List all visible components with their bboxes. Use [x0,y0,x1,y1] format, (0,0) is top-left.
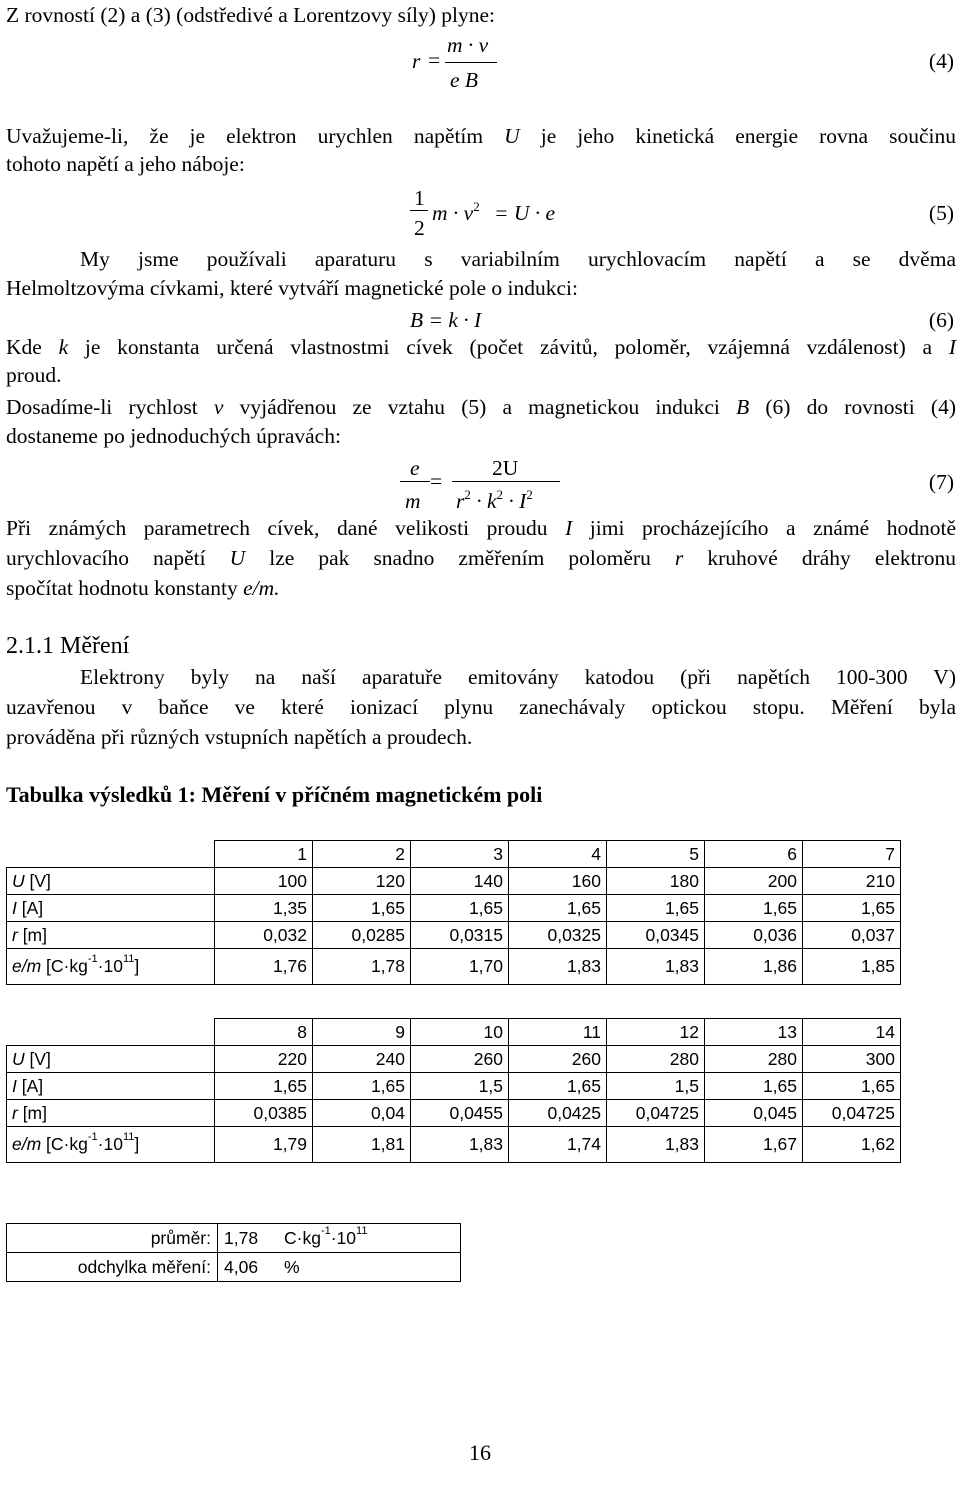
para1-line1: Uvažujeme-li, že je elektron urychlen napětím U je jeho kinetická energie rovna součinu [6,124,956,148]
para5-line3: spočítat hodnotu konstanty e/m. [6,576,280,600]
table-row [7,1073,901,1100]
index-cell: 1 [215,841,313,868]
cell: 0,0455 [411,1100,509,1127]
cell: 1,65 [705,1073,803,1100]
page-number: 16 [469,1440,491,1465]
eq7-equals: = [430,469,443,493]
cell: 0,0345 [607,922,705,949]
index-cell: 14 [803,1019,901,1046]
row-label-em: e/m $[C\cdot kg^{-1}\cdot 10^{11}]$ [7,949,215,985]
table-row [7,868,901,895]
summary-deviation-row [7,1253,461,1282]
cell: 210 [803,868,901,895]
summary-average-row [7,1224,461,1253]
para6-line1: Elektrony byly na naší aparatuře emitovány katodou (při napětích 100-300 V) [80,665,956,689]
index-cell: 2 [313,841,411,868]
cell: 0,04 [313,1100,411,1127]
eq4-denominator: e B [450,68,479,92]
eq4-number: (4) [928,49,954,73]
eq5-rhs: = U · e [494,201,556,225]
cell: 1,83 [411,1127,509,1163]
cell: 0,0385 [215,1100,313,1127]
cell: 0,0325 [509,922,607,949]
cell: 1,65 [803,1073,901,1100]
eq4-fraction-bar [445,62,497,63]
cell: 220 [215,1046,313,1073]
eq7-rhs-denominator: $r^2 \cdot k^2 \cdot I^2$ [456,487,533,513]
eq5-body: $m \cdot v^2$ [432,199,480,225]
eq7-lhs-bar [400,481,430,482]
table-row [7,1046,901,1073]
para6-line2: uzavřenou v baňce ve které ionizací plynu zanechávaly optickou stopu. Měření byla [6,695,956,719]
eq6-number: (6) [928,308,954,332]
table-row [7,922,901,949]
cell: 1,65 [411,895,509,922]
index-cell: 13 [705,1019,803,1046]
index-cell: 8 [215,1019,313,1046]
eq7-lhs-numerator: e [410,456,420,480]
cell: 1,62 [803,1127,901,1163]
table-row [7,895,901,922]
row-label-r: r [m] [7,1100,215,1127]
cell: 1,70 [411,949,509,985]
cell: 120 [313,868,411,895]
cell: 0,037 [803,922,901,949]
para5-line2: urychlovacího napětí U lze pak snadno změřením poloměru r kruhové dráhy elektronu [6,546,957,570]
para1-line2: tohoto napětí a jeho náboje: [6,152,245,176]
eq5-denominator: 2 [414,216,425,240]
index-cell: 4 [509,841,607,868]
cell: 1,65 [509,895,607,922]
row-label-u: U [V] [7,868,215,895]
row-label-em: e/m $[C\cdot kg^{-1}\cdot 10^{11}]$ [7,1127,215,1163]
cell: 1,86 [705,949,803,985]
para2-line1: My jsme používali aparaturu s variabilním urychlovacím napětí a se dvěma [80,247,956,271]
index-cell: 12 [607,1019,705,1046]
eq7-rhs-numerator: 2U [492,456,519,480]
cell: 280 [705,1046,803,1073]
eq4-numerator: m · v [447,33,489,57]
cell: 1,5 [607,1073,705,1100]
section-heading: 2.1.1 Měření [6,633,130,659]
cell: 1,65 [607,895,705,922]
row-label-r: r [m] [7,922,215,949]
cell: 1,74 [509,1127,607,1163]
cell: 1,65 [705,895,803,922]
cell: 1,65 [803,895,901,922]
eq7-lhs-denominator: m [405,489,421,513]
para4-line1: Dosadíme-li rychlost v vyjádřenou ze vztahu (5) a magnetickou indukci B (6) do rovnosti (4) [6,395,956,419]
cell: 160 [509,868,607,895]
table-row [7,949,901,985]
row-label-i: I [A] [7,1073,215,1100]
table-row [7,1127,901,1163]
cell: 260 [411,1046,509,1073]
index-cell: 7 [803,841,901,868]
cell: 0,04725 [607,1100,705,1127]
cell: 240 [313,1046,411,1073]
cell: 1,67 [705,1127,803,1163]
cell: 0,0315 [411,922,509,949]
cell: 1,78 [313,949,411,985]
row-label-u: U [V] [7,1046,215,1073]
cell: 260 [509,1046,607,1073]
cell: 0,032 [215,922,313,949]
summary-table [6,1223,461,1282]
cell: 140 [411,868,509,895]
average-value: 1,78 [218,1224,279,1253]
cell: 0,0425 [509,1100,607,1127]
para6-line3: prováděna při různých vstupních napětích a proudech. [6,725,473,749]
cell: 200 [705,868,803,895]
para3-line2: proud. [6,363,62,387]
cell: 280 [607,1046,705,1073]
eq7-rhs-bar [452,481,560,482]
cell: 0,045 [705,1100,803,1127]
cell: 1,79 [215,1127,313,1163]
cell: 1,81 [313,1127,411,1163]
row-label-i: I [A] [7,895,215,922]
results-table-1 [6,840,901,985]
cell: 1,65 [509,1073,607,1100]
table-title: Tabulka výsledků 1: Měření v příčném magnetickém poli [6,782,543,807]
cell: 1,65 [313,895,411,922]
para5-line1: Při známých parametrech cívek, dané velikosti proudu I jimi procházejícího a známé hodnotě [6,516,956,540]
para2-line2: Helmoltzovýma cívkami, které vytváří magnetické pole o indukci: [6,276,578,300]
table-header-row [7,841,901,868]
eq4-equals: = [428,48,441,72]
cell: 1,83 [607,949,705,985]
results-table-2 [6,1018,901,1163]
para4-line2: dostaneme po jednoduchých úpravách: [6,424,341,448]
equation-6: B = k · I [410,308,482,332]
cell: 1,76 [215,949,313,985]
cell: 300 [803,1046,901,1073]
index-cell: 3 [411,841,509,868]
index-cell: 11 [509,1019,607,1046]
cell: 0,036 [705,922,803,949]
average-label: průměr: [7,1224,218,1253]
deviation-value: 4,06 [218,1253,279,1282]
eq4-lhs: r [412,49,421,73]
table-row [7,1100,901,1127]
cell: 1,35 [215,895,313,922]
deviation-label: odchylka měření: [7,1253,218,1282]
deviation-unit: % [278,1253,461,1282]
para3-line1: Kde k je konstanta určená vlastnostmi cívek (počet závitů, poloměr, vzájemná vzdálenost) a I [6,335,956,359]
eq5-numerator: 1 [414,186,425,210]
cell: 1,83 [607,1127,705,1163]
cell: 180 [607,868,705,895]
cell: 1,65 [215,1073,313,1100]
cell: 1,65 [313,1073,411,1100]
eq5-number: (5) [928,201,954,225]
intro-text: Z rovností (2) a (3) (odstředivé a Lorentzovy síly) plyne: [6,3,495,27]
cell: 0,0285 [313,922,411,949]
cell: 1,85 [803,949,901,985]
index-cell: 10 [411,1019,509,1046]
index-cell: 6 [705,841,803,868]
cell: 100 [215,868,313,895]
cell: 0,04725 [803,1100,901,1127]
eq7-number: (7) [928,470,954,494]
eq5-fraction-bar [410,210,428,211]
index-cell: 9 [313,1019,411,1046]
table-header-row [7,1019,901,1046]
index-cell: 5 [607,841,705,868]
cell: 1,5 [411,1073,509,1100]
cell: 1,83 [509,949,607,985]
average-unit: $C\cdot kg^{-1}\cdot 10^{11}$ [278,1224,461,1253]
